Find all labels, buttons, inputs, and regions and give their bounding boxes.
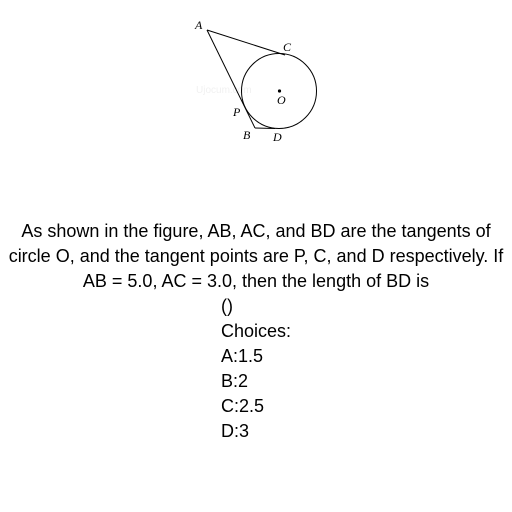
segment-ac: [207, 30, 285, 55]
segment-ab: [207, 30, 255, 128]
label-a: A: [195, 18, 203, 32]
choice-a: A:1.5: [221, 346, 264, 366]
label-d: D: [273, 130, 282, 144]
label-o: O: [277, 93, 286, 107]
question-text: As shown in the figure, AB, AC, and BD are the tangents of circle O, and the tangent points are P, C, and D respectively. If AB = 5.0, AC = 3.0, then the length of BD is: [8, 221, 504, 291]
label-p: P: [233, 105, 241, 119]
choice-b: B:2: [221, 371, 249, 391]
segment-bd: [255, 128, 275, 129]
choice-d: D:3: [221, 421, 250, 441]
geometry-figure: [0, 0, 512, 160]
answer-blank: (): [221, 296, 233, 316]
choices-header: Choices:: [221, 321, 292, 341]
label-b: B: [243, 128, 251, 142]
choice-c: C:2.5: [221, 396, 265, 416]
figure-watermark: Ujocum.com: [196, 85, 252, 96]
choices-block: [221, 294, 291, 444]
label-c: C: [283, 40, 292, 54]
